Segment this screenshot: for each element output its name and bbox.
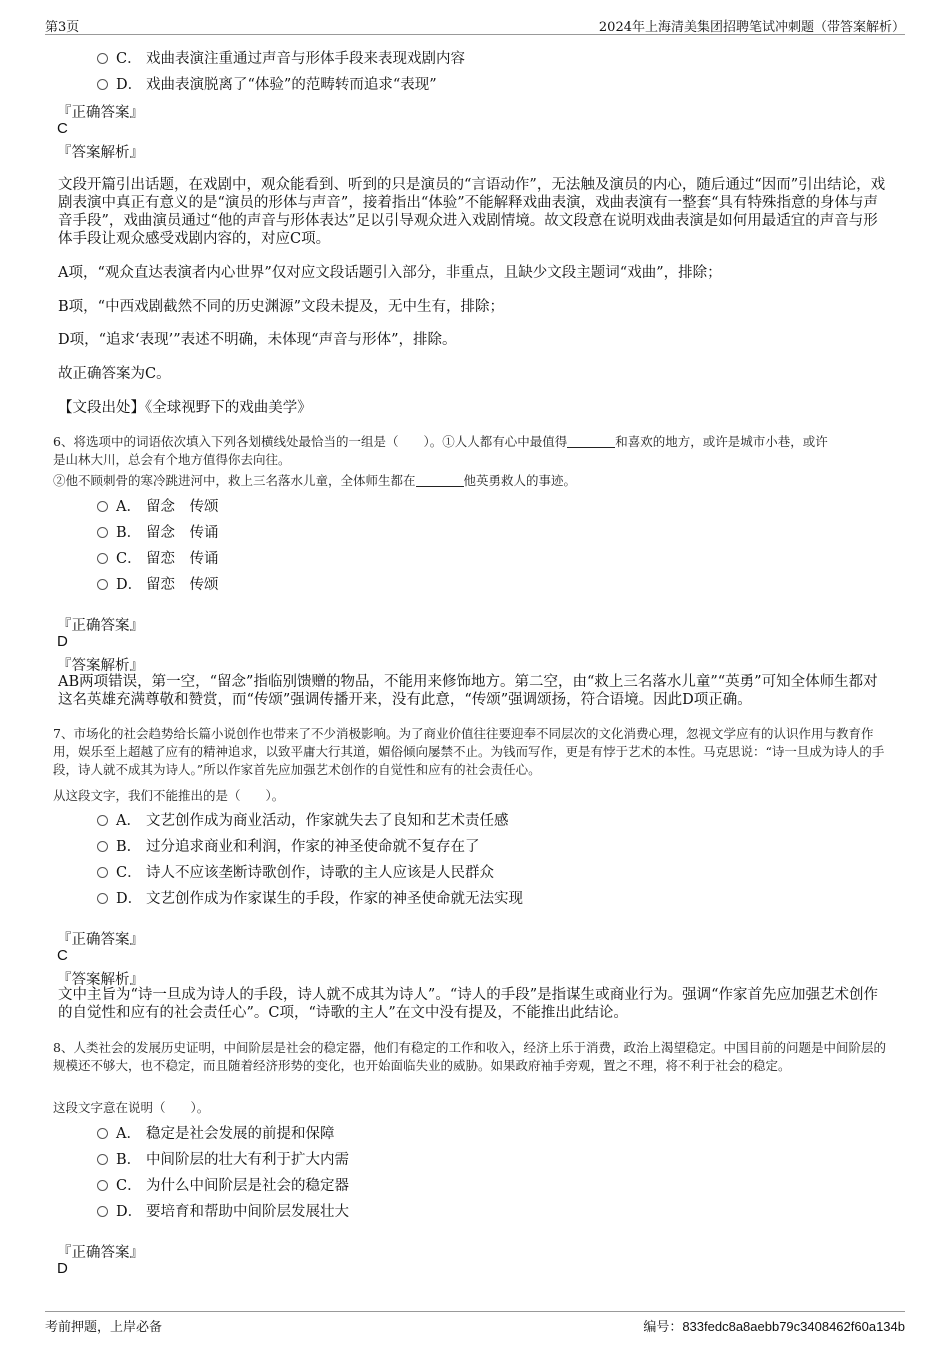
page-header bbox=[45, 14, 905, 35]
radio-icon[interactable] bbox=[97, 527, 108, 538]
correct-answer: D bbox=[57, 1260, 68, 1277]
question-stem: 6、将选项中的词语依次填入下列各划横线处最恰当的一组是（ ）。①人人都有心中最值得 和喜欢的地方，或许是城市小巷，或许 bbox=[53, 434, 828, 449]
radio-icon[interactable] bbox=[97, 1154, 108, 1165]
radio-icon[interactable] bbox=[97, 815, 108, 826]
radio-icon[interactable] bbox=[97, 579, 108, 590]
q5-option-c[interactable]: C． 戏曲表演注重通过声音与形体手段来表现戏剧内容 bbox=[97, 47, 465, 68]
question-stem-part2: ②他不顾刺骨的寒冷跳进河中，救上三名落水儿童，全体师生都在 他英勇救人的事迹。 bbox=[53, 473, 577, 488]
correct-answer: C bbox=[57, 120, 68, 137]
analysis-label: 『答案解析』 bbox=[57, 972, 144, 988]
q6-option-c[interactable]: C． 留恋 传诵 bbox=[97, 547, 219, 568]
analysis-label: 『答案解析』 bbox=[57, 145, 144, 161]
analysis-conclusion: 故正确答案为C。 bbox=[58, 366, 171, 382]
question-stem: 8、人类社会的发展历史证明，中间阶层是社会的稳定器，他们有稳定的工作和收入，经济上乐于消费，政治上渴望稳定。中国目前的问题是中间阶层的规模还不够大，也不稳定，而且随着经济形势的变化，也开始面临失业的威胁。如果政府袖手旁观，置之不理，将不利于社会的稳定。 bbox=[53, 1040, 886, 1073]
radio-icon[interactable] bbox=[97, 1180, 108, 1191]
analysis-label: 『答案解析』 bbox=[57, 658, 144, 674]
blank-line bbox=[567, 435, 615, 448]
radio-icon[interactable] bbox=[97, 553, 108, 564]
q6-option-a[interactable]: A． 留念 传颂 bbox=[97, 495, 219, 516]
question-stem-cont: 是山林大川，总会有个地方值得你去向往。 bbox=[53, 452, 291, 467]
page-number: 第3页 bbox=[45, 20, 80, 35]
question-ask: 这段文字意在说明（ ）。 bbox=[53, 1100, 210, 1115]
source-note: 【文段出处】《全球视野下的戏曲美学》 bbox=[58, 400, 312, 416]
footer-slogan: 考前押题，上岸必备 bbox=[45, 1320, 163, 1335]
q7-option-d[interactable]: D． 文艺创作成为作家谋生的手段，作家的神圣使命就无法实现 bbox=[97, 887, 523, 908]
analysis-text: 文中主旨为“诗一旦成为诗人的手段，诗人就不成其为诗人”。“诗人的手段”是指谋生或商业行为。强调“作家首先应加强艺术创作的自觉性和应有的社会责任心”。C项，“诗歌的主人”在文中没有提及，不能推出此结论。 bbox=[58, 987, 879, 1021]
q8-option-c[interactable]: C． 为什么中间阶层是社会的稳定器 bbox=[97, 1174, 349, 1195]
q5-option-d[interactable]: D． 戏曲表演脱离了“体验”的范畴转而追求“表现” bbox=[97, 73, 437, 94]
radio-icon[interactable] bbox=[97, 893, 108, 904]
analysis-note-d: D项，“追求‘表现’”表述不明确，未体现“声音与形体”，排除。 bbox=[58, 332, 457, 348]
q7-option-b[interactable]: B． 过分追求商业和利润，作家的神圣使命就不复存在了 bbox=[97, 835, 480, 856]
radio-icon[interactable] bbox=[97, 79, 108, 90]
q6-option-d[interactable]: D． 留恋 传颂 bbox=[97, 573, 219, 594]
q8-option-a[interactable]: A． 稳定是社会发展的前提和保障 bbox=[97, 1122, 335, 1143]
q7-option-c[interactable]: C． 诗人不应该垄断诗歌创作，诗歌的主人应该是人民群众 bbox=[97, 861, 494, 882]
radio-icon[interactable] bbox=[97, 1206, 108, 1217]
question-ask: 从这段文字，我们不能推出的是（ ）。 bbox=[53, 788, 285, 803]
radio-icon[interactable] bbox=[97, 53, 108, 64]
radio-icon[interactable] bbox=[97, 1128, 108, 1139]
radio-icon[interactable] bbox=[97, 867, 108, 878]
analysis-text: 文段开篇引出话题，在戏剧中，观众能看到、听到的只是演员的“言语动作”，无法触及演员的内心，随后通过“因而”引出结论，戏剧表演中真正有意义的是“演员的形体与声音”，接着指出“体验”不能解释戏曲表演，戏曲表演有一整套“具有特殊指意的身体与声音手段”，戏曲演员通过“他的声音与形体表达”足以引导观众进入戏剧情境。故文段意在说明戏曲表演是如何用最适宜的声音与形体手段让观众感受戏剧内容的，对应C项。 bbox=[58, 177, 886, 247]
q7-option-a[interactable]: A． 文艺创作成为商业活动，作家就失去了良知和艺术责任感 bbox=[97, 809, 509, 830]
correct-answer-label: 『正确答案』 bbox=[57, 932, 144, 948]
radio-icon[interactable] bbox=[97, 841, 108, 852]
blank-line bbox=[416, 474, 464, 487]
document-code: 编号：833fedc8a8aebb79c3408462f60a134b bbox=[643, 1319, 905, 1335]
radio-icon[interactable] bbox=[97, 501, 108, 512]
analysis-text: AB两项错误，第一空，“留念”指临别馈赠的物品，不能用来修饰地方。第二空，由“救上三名落水儿童”“英勇”可知全体师生都对这名英雄充满尊敬和赞赏，而“传颂”强调传播开来，没有此意，“传颂”强调颂扬，符合语境。因此D项正确。 bbox=[58, 674, 878, 708]
document-title: 2024年上海清美集团招聘笔试冲刺题（带答案解析） bbox=[598, 20, 905, 35]
correct-answer-label: 『正确答案』 bbox=[57, 618, 144, 634]
q8-option-d[interactable]: D． 要培育和帮助中间阶层发展壮大 bbox=[97, 1200, 349, 1221]
analysis-note-b: B项，“中西戏剧截然不同的历史渊源”文段未提及，无中生有，排除； bbox=[58, 299, 504, 315]
correct-answer: C bbox=[57, 947, 68, 964]
analysis-note-a: A项，“观众直达表演者内心世界”仅对应文段话题引入部分，非重点，且缺少文段主题词“戏曲”，排除； bbox=[58, 265, 722, 281]
page-footer bbox=[45, 1311, 905, 1334]
correct-answer: D bbox=[57, 633, 68, 650]
correct-answer-label: 『正确答案』 bbox=[57, 1245, 144, 1261]
q6-option-b[interactable]: B． 留念 传诵 bbox=[97, 521, 219, 542]
q8-option-b[interactable]: B． 中间阶层的壮大有利于扩大内需 bbox=[97, 1148, 349, 1169]
question-stem: 7、市场化的社会趋势给长篇小说创作也带来了不少消极影响。为了商业价值往往要迎奉不同层次的文化消费心理，忽视文学应有的认识作用与教育作用，娱乐至上超越了应有的精神追求，以致平庸大行其道，媚俗倾向屡禁不止。为钱而写作，更是有悖于艺术的本性。马克思说：“诗一旦成为诗人的手段，诗人就不成其为诗人。”所以作家首先应加强艺术创作的自觉性和应有的社会责任心。 bbox=[53, 726, 885, 777]
correct-answer-label: 『正确答案』 bbox=[57, 105, 144, 121]
